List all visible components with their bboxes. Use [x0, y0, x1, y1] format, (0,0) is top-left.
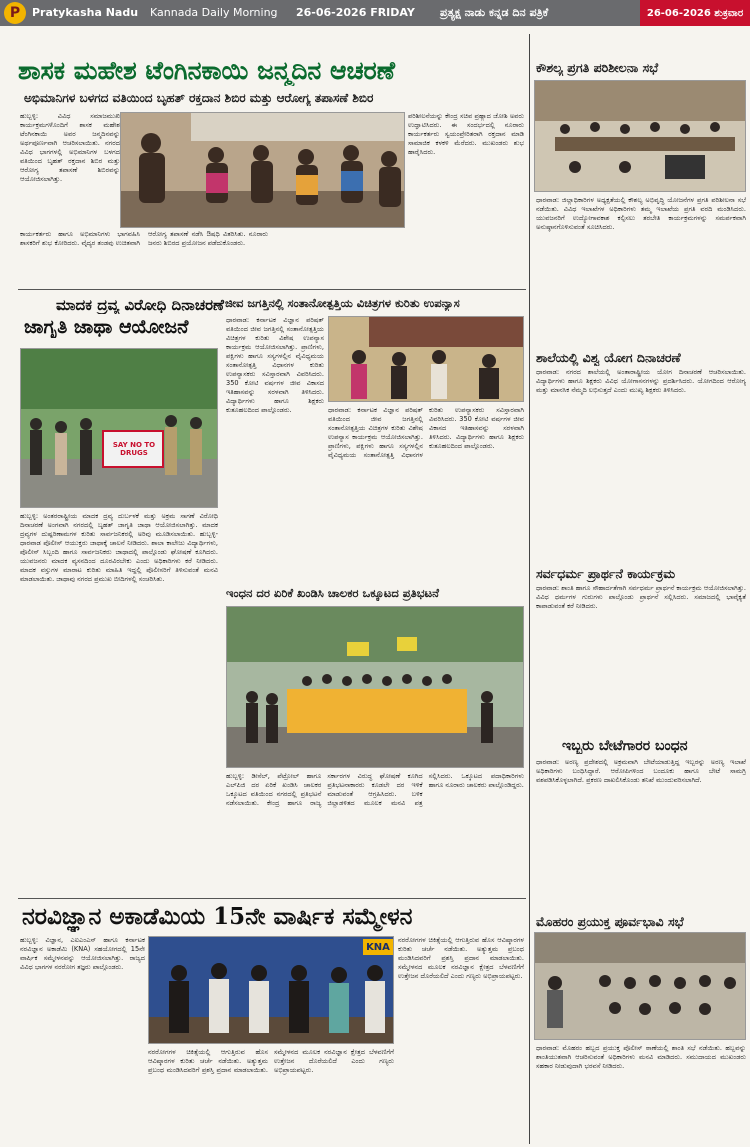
paper-tagline: Kannada Daily Morning	[150, 6, 278, 19]
lead-body-right: ಪರಿಶೀಲನೆಯನ್ನು ಕೇಂದ್ರ ಸಚಿವ ಪ್ರಹ್ಲಾದ ಜೋಶಿ ಅವರು ಉದ್ಘಾಟಿಸಿದರು. ಈ ಸಂದರ್ಭದಲ್ಲಿ ನೂರಾರು ಕಾರ್ಯಕರ್ತರು ಸ್ವಯಂಪ್ರೇರಿತರಾಗಿ ರಕ್ತದಾನ ಮಾಡಿ ಸಾಮಾಜಿಕ ಕಳಕಳಿ ಮೆರೆದರು. ಮುಖಂಡರು ಶುಭ ಹಾರೈಸಿದರು.	[408, 112, 524, 156]
arrest-headline: ಇಬ್ಬರು ಬೇಟೆಗಾರರ ಬಂಧನ	[562, 738, 688, 754]
issue-date-kannada: 26-06-2026 ಶುಕ್ರವಾರ	[640, 0, 750, 26]
drug-rally-photo	[20, 348, 218, 508]
academy-body-left: ಹುಬ್ಬಳ್ಳಿ: ವಿಜ್ಞಾನ, ಎಐಎಂಎಸ್ ಹಾಗೂ ಕರ್ನಾಟಕ ನರವಿಜ್ಞಾನ ಅಕಾಡೆಮಿ (KNA) ಸಹಯೋಗದಲ್ಲಿ 15ನೇ ವಾರ್ಷಿಕ ಸಮ್ಮೇಳನವನ್ನು ಆಯೋಜಿಸಲಾಗಿತ್ತು. ರಾಜ್ಯದ ವಿವಿಧ ಭಾಗಗಳ ನರರೋಗ ತಜ್ಞರು ಪಾಲ್ಗೊಂಡರು.	[20, 936, 145, 971]
prayer-headline: ಸರ್ವಧರ್ಮ ಪ್ರಾರ್ಥನೆ ಕಾರ್ಯಕ್ರಮ	[536, 566, 676, 581]
academy-photo	[148, 936, 394, 1044]
lecture-body-continued: ಧಾರವಾಡ: ಕರ್ನಾಟಕ ವಿಜ್ಞಾನ ಪರಿಷತ್ ವತಿಯಿಂದ ಜೀವ ಜಗತ್ತಿನಲ್ಲಿ ಸಂತಾನೋತ್ಪತ್ತಿಯ ವಿಚಿತ್ರಗಳ ಕುರಿತು ವಿಶೇಷ ಉಪನ್ಯಾಸ ಕಾರ್ಯಕ್ರಮ ಆಯೋಜಿಸಲಾಗಿತ್ತು. ಪ್ರಾಣಿಗಳು, ಪಕ್ಷಿಗಳು ಹಾಗೂ ಸಸ್ಯಗಳಲ್ಲಿನ ವೈವಿಧ್ಯಮಯ ಸಂತಾನೋತ್ಪತ್ತಿ ವಿಧಾನಗಳ ಕುರಿತು ಉಪನ್ಯಾಸಕರು ಸವಿಸ್ತಾರವಾಗಿ ವಿವರಿಸಿದರು. 350 ಕೋಟಿ ವರ್ಷಗಳ ಜೀವ ವಿಕಾಸದ ಇತಿಹಾಸವನ್ನು ಸರಳವಾಗಿ ತಿಳಿಸಿದರು. ವಿದ್ಯಾರ್ಥಿಗಳು ಹಾಗೂ ಶಿಕ್ಷಕರು ಕುತೂಹಲದಿಂದ ಪಾಲ್ಗೊಂಡರು.	[328, 406, 524, 459]
paper-name-kannada: ಪ್ರತ್ಯಕ್ಷ ನಾಡು ಕನ್ನಡ ದಿನ ಪತ್ರಿಕೆ	[440, 6, 549, 19]
lecture-body: ಧಾರವಾಡ: ಕರ್ನಾಟಕ ವಿಜ್ಞಾನ ಪರಿಷತ್ ವತಿಯಿಂದ ಜೀವ ಜಗತ್ತಿನಲ್ಲಿ ಸಂತಾನೋತ್ಪತ್ತಿಯ ವಿಚಿತ್ರಗಳ ಕುರಿತು ವಿಶೇಷ ಉಪನ್ಯಾಸ ಕಾರ್ಯಕ್ರಮ ಆಯೋಜಿಸಲಾಗಿತ್ತು. ಪ್ರಾಣಿಗಳು, ಪಕ್ಷಿಗಳು ಹಾಗೂ ಸಸ್ಯಗಳಲ್ಲಿನ ವೈವಿಧ್ಯಮಯ ಸಂತಾನೋತ್ಪತ್ತಿ ವಿಧಾನಗಳ ಕುರಿತು ಉಪನ್ಯಾಸಕರು ಸವಿಸ್ತಾರವಾಗಿ ವಿವರಿಸಿದರು. 350 ಕೋಟಿ ವರ್ಷಗಳ ಜೀವ ವಿಕಾಸದ ಇತಿಹಾಸವನ್ನು ಸರಳವಾಗಿ ತಿಳಿಸಿದರು. ವಿದ್ಯಾರ್ಥಿಗಳು ಹಾಗೂ ಶಿಕ್ಷಕರು ಕುತೂಹಲದಿಂದ ಪಾಲ್ಗೊಂಡರು.	[226, 316, 324, 414]
protest-body: ಹುಬ್ಬಳ್ಳಿ: ಡೀಸೆಲ್, ಪೆಟ್ರೋಲ್ ಹಾಗೂ ಎಲ್‌ಪಿಜಿ ದರ ಏರಿಕೆ ಖಂಡಿಸಿ ಚಾಲಕರ ಒಕ್ಕೂಟದ ವತಿಯಿಂದ ನಗರದಲ್ಲಿ ಪ್ರತಿಭಟನೆ ನಡೆಸಲಾಯಿತು. ಕೇಂದ್ರ ಹಾಗೂ ರಾಜ್ಯ ಸರ್ಕಾರಗಳ ವಿರುದ್ಧ ಘೋಷಣೆ ಕೂಗಿದ ಪ್ರತಿಭಟನಾಕಾರರು ಕೂಡಲೇ ದರ ಇಳಿಕೆ ಮಾಡುವಂತೆ ಆಗ್ರಹಿಸಿದರು. ಬಳಿಕ ಜಿಲ್ಲಾಡಳಿತದ ಮೂಲಕ ಮನವಿ ಪತ್ರ ಸಲ್ಲಿಸಿದರು. ಒಕ್ಕೂಟದ ಪದಾಧಿಕಾರಿಗಳು ಹಾಗೂ ನೂರಾರು ಚಾಲಕರು ಪಾಲ್ಗೊಂಡಿದ್ದರು.	[226, 772, 524, 807]
drug-headline-line2: ಜಾಗೃತಿ ಜಾಥಾ ಆಯೋಜನೆ	[24, 316, 189, 338]
prayer-body: ಧಾರವಾಡ: ಶಾಂತಿ ಹಾಗೂ ಸೌಹಾರ್ದತೆಗಾಗಿ ಸರ್ವಧರ್ಮ ಪ್ರಾರ್ಥನೆ ಕಾರ್ಯಕ್ರಮ ಆಯೋಜಿಸಲಾಗಿತ್ತು. ವಿವಿಧ ಧರ್ಮಗಳ ಗುರುಗಳು ಪಾಲ್ಗೊಂಡು ಪ್ರಾರ್ಥನೆ ಸಲ್ಲಿಸಿದರು. ಸಮಾಜದಲ್ಲಿ ಭಾವೈಕ್ಯತೆ ಕಾಪಾಡುವಂತೆ ಕರೆ ನೀಡಿದರು.	[536, 584, 746, 610]
section-divider	[18, 289, 526, 290]
lecture-headline: ಜೀವ ಜಗತ್ತಿನಲ್ಲಿ ಸಂತಾನೋತ್ಪತ್ತಿಯ ವಿಚಿತ್ರಗಳ ಕುರಿತು ಉಪನ್ಯಾಸ	[225, 296, 460, 310]
academy-body-right: ನರರೋಗಗಳ ಚಿಕಿತ್ಸೆಯಲ್ಲಿ ಆಗುತ್ತಿರುವ ಹೊಸ ಆವಿಷ್ಕಾರಗಳ ಕುರಿತು ಚರ್ಚೆ ನಡೆಯಿತು. ಅತ್ಯುತ್ತಮ ಪ್ರಬಂಧ ಮಂಡಿಸಿದವರಿಗೆ ಪ್ರಶಸ್ತಿ ಪ್ರದಾನ ಮಾಡಲಾಯಿತು. ಸಮ್ಮೇಳನದ ಮೂಲಕ ನರವಿಜ್ಞಾನ ಕ್ಷೇತ್ರದ ಬೆಳವಣಿಗೆಗೆ ಉತ್ತೇಜನ ದೊರೆಯಲಿದೆ ಎಂದು ಗಣ್ಯರು ಅಭಿಪ್ರಾಯಪಟ್ಟರು.	[398, 936, 524, 980]
meeting-photo	[534, 932, 746, 1040]
drug-body: ಹುಬ್ಬಳ್ಳಿ: ಅಂತರರಾಷ್ಟ್ರೀಯ ಮಾದಕ ದ್ರವ್ಯ ದುರ್ಬಳಕೆ ಮತ್ತು ಅಕ್ರಮ ಸಾಗಣೆ ವಿರೋಧಿ ದಿನಾಚರಣೆ ಅಂಗವಾಗಿ ನಗರದಲ್ಲಿ ಬೃಹತ್ ಜಾಗೃತಿ ಜಾಥಾ ಆಯೋಜಿಸಲಾಗಿತ್ತು. ಮಾದಕ ದ್ರವ್ಯಗಳ ದುಷ್ಪರಿಣಾಮಗಳ ಕುರಿತು ಸಾರ್ವಜನಿಕರಲ್ಲಿ ಅರಿವು ಮೂಡಿಸಲಾಯಿತು. ಹುಬ್ಬಳ್ಳಿ-ಧಾರವಾಡ ಪೊಲೀಸ್ ಆಯುಕ್ತರು ಜಾಥಾಕ್ಕೆ ಚಾಲನೆ ನೀಡಿದರು. ಶಾಲಾ ಕಾಲೇಜು ವಿದ್ಯಾರ್ಥಿಗಳು, ಪೊಲೀಸ್ ಸಿಬ್ಬಂದಿ ಹಾಗೂ ಸಾರ್ವಜನಿಕರು ಜಾಥಾದಲ್ಲಿ ಪಾಲ್ಗೊಂಡು ಘೋಷಣೆ ಕೂಗಿದರು. ಯುವಜನರು ಮಾದಕ ವ್ಯಸನದಿಂದ ದೂರವಿರಬೇಕು ಎಂದು ಅಧಿಕಾರಿಗಳು ಕರೆ ನೀಡಿದರು. ಮಾದಕ ವಸ್ತುಗಳ ಮಾರಾಟ ಕುರಿತು ಮಾಹಿತಿ ಇದ್ದಲ್ಲಿ ಪೊಲೀಸರಿಗೆ ತಿಳಿಸುವಂತೆ ಮನವಿ ಮಾಡಲಾಯಿತು. ಜಾಥಾವು ನಗರದ ಪ್ರಮುಖ ಬೀದಿಗಳಲ್ಲಿ ಸಂಚರಿಸಿತು.	[20, 512, 218, 583]
kna-banner: KNA	[363, 939, 393, 955]
issue-date: 26-06-2026 FRIDAY	[296, 6, 415, 19]
skill-headline: ಕೌಶಲ್ಯ ಪ್ರಗತಿ ಪರಿಶೀಲನಾ ಸಭೆ	[536, 60, 659, 75]
lead-subhead: ಅಭಿಮಾನಿಗಳ ಬಳಗದ ವತಿಯಿಂದ ಬೃಹತ್ ರಕ್ತದಾನ ಶಿಬಿರ ಮತ್ತು ಆರೋಗ್ಯ ತಪಾಸಣೆ ಶಿಬಿರ	[24, 91, 374, 105]
protest-photo	[226, 606, 524, 768]
academy-body-middle: ನರರೋಗಗಳ ಚಿಕಿತ್ಸೆಯಲ್ಲಿ ಆಗುತ್ತಿರುವ ಹೊಸ ಆವಿಷ್ಕಾರಗಳ ಕುರಿತು ಚರ್ಚೆ ನಡೆಯಿತು. ಅತ್ಯುತ್ತಮ ಪ್ರಬಂಧ ಮಂಡಿಸಿದವರಿಗೆ ಪ್ರಶಸ್ತಿ ಪ್ರದಾನ ಮಾಡಲಾಯಿತು. ಸಮ್ಮೇಳನದ ಮೂಲಕ ನರವಿಜ್ಞಾನ ಕ್ಷೇತ್ರದ ಬೆಳವಣಿಗೆಗೆ ಉತ್ತೇಜನ ದೊರೆಯಲಿದೆ ಎಂದು ಗಣ್ಯರು ಅಭಿಪ್ರಾಯಪಟ್ಟರು.	[148, 1048, 394, 1074]
lead-photo-blood-camp	[120, 112, 405, 228]
column-divider	[529, 34, 530, 1144]
skill-meeting-photo	[534, 80, 746, 192]
protest-headline: ಇಂಧನ ದರ ಏರಿಕೆ ಖಂಡಿಸಿ ಚಾಲಕರ ಒಕ್ಕೂಟದ ಪ್ರತಿಭಟನೆ	[226, 586, 439, 600]
newspaper-logo: P	[4, 2, 26, 24]
drug-placard-text: SAY NO TO DRUGS	[112, 441, 156, 457]
yoga-body: ಧಾರವಾಡ: ನಗರದ ಶಾಲೆಯಲ್ಲಿ ಅಂತಾರಾಷ್ಟ್ರೀಯ ಯೋಗ ದಿನಾಚರಣೆ ಆಚರಿಸಲಾಯಿತು. ವಿದ್ಯಾರ್ಥಿಗಳು ಹಾಗೂ ಶಿಕ್ಷಕರು ವಿವಿಧ ಯೋಗಾಸನಗಳನ್ನು ಪ್ರದರ್ಶಿಸಿದರು. ಯೋಗದಿಂದ ಆರೋಗ್ಯ ಮತ್ತು ಮಾನಸಿಕ ನೆಮ್ಮದಿ ಲಭಿಸುತ್ತದೆ ಎಂದು ಮುಖ್ಯ ಶಿಕ್ಷಕರು ತಿಳಿಸಿದರು.	[536, 368, 746, 394]
meeting-body: ಧಾರವಾಡ: ಮೊಹರಂ ಹಬ್ಬದ ಪ್ರಯುಕ್ತ ಪೊಲೀಸ್ ಠಾಣೆಯಲ್ಲಿ ಶಾಂತಿ ಸಭೆ ನಡೆಯಿತು. ಹಬ್ಬವನ್ನು ಶಾಂತಿಯುತವಾಗಿ ಆಚರಿಸುವಂತೆ ಅಧಿಕಾರಿಗಳು ಮನವಿ ಮಾಡಿದರು. ಸಮುದಾಯದ ಮುಖಂಡರು ಸಹಕಾರ ನೀಡುವುದಾಗಿ ಭರವಸೆ ನೀಡಿದರು.	[536, 1044, 746, 1070]
section-divider	[18, 898, 526, 899]
lead-headline: ಶಾಸಕ ಮಹೇಶ ಟೆಂಗಿನಕಾಯಿ ಜನ್ಮದಿನ ಆಚರಣೆ	[18, 56, 395, 85]
lecture-photo	[328, 316, 524, 402]
paper-name: Pratykasha Nadu	[32, 6, 139, 19]
skill-body: ಧಾರವಾಡ: ಜಿಲ್ಲಾಧಿಕಾರಿಗಳ ಅಧ್ಯಕ್ಷತೆಯಲ್ಲಿ ಕೌಶಲ್ಯ ಅಭಿವೃದ್ಧಿ ಯೋಜನೆಗಳ ಪ್ರಗತಿ ಪರಿಶೀಲನಾ ಸಭೆ ನಡೆಯಿತು. ವಿವಿಧ ಇಲಾಖೆಗಳ ಅಧಿಕಾರಿಗಳು ತಮ್ಮ ಇಲಾಖೆಯ ಪ್ರಗತಿ ವರದಿ ಮಂಡಿಸಿದರು. ಯುವಜನರಿಗೆ ಉದ್ಯೋಗಾವಕಾಶ ಕಲ್ಪಿಸಲು ತರಬೇತಿ ಕಾರ್ಯಕ್ರಮಗಳನ್ನು ಸಮರ್ಪಕವಾಗಿ ಅನುಷ್ಠಾನಗೊಳಿಸುವಂತೆ ಸೂಚಿಸಿದರು.	[536, 196, 746, 231]
yoga-headline: ಶಾಲೆಯಲ್ಲಿ ವಿಶ್ವ ಯೋಗ ದಿನಾಚರಣೆ	[536, 350, 681, 365]
arrest-body: ಧಾರವಾಡ: ಅರಣ್ಯ ಪ್ರದೇಶದಲ್ಲಿ ಅಕ್ರಮವಾಗಿ ಬೇಟೆಯಾಡುತ್ತಿದ್ದ ಇಬ್ಬರನ್ನು ಅರಣ್ಯ ಇಲಾಖೆ ಅಧಿಕಾರಿಗಳು ಬಂಧಿಸಿದ್ದಾರೆ. ಆರೋಪಿಗಳಿಂದ ಬಂದೂಕು ಹಾಗೂ ಬೇಟೆ ಸಾಮಗ್ರಿ ವಶಪಡಿಸಿಕೊಳ್ಳಲಾಗಿದೆ. ಪ್ರಕರಣ ದಾಖಲಿಸಿಕೊಂಡು ತನಿಖೆ ಮುಂದುವರಿಸಲಾಗಿದೆ.	[536, 758, 746, 784]
meeting-headline: ಮೊಹರಂ ಪ್ರಯುಕ್ತ ಪೂರ್ವಭಾವಿ ಸಭೆ	[536, 914, 684, 929]
lead-body-left: ಹುಬ್ಬಳ್ಳಿ: ವಿವಿಧ ಸಮಾಜಮುಖಿ ಕಾರ್ಯಕ್ರಮಗಳೊಂದಿಗೆ ಶಾಸಕ ಮಹೇಶ ಟೆಂಗಿನಕಾಯಿ ಅವರ ಜನ್ಮದಿನವನ್ನು ಅರ್ಥಪೂರ್ಣವಾಗಿ ಆಚರಿಸಲಾಯಿತು. ನಗರದ ವಿವಿಧ ಭಾಗಗಳಲ್ಲಿ ಅಭಿಮಾನಿಗಳ ಬಳಗದ ವತಿಯಿಂದ ಬೃಹತ್ ರಕ್ತದಾನ ಶಿಬಿರ ಮತ್ತು ಆರೋಗ್ಯ ತಪಾಸಣೆ ಶಿಬಿರವನ್ನು ಆಯೋಜಿಸಲಾಗಿತ್ತು.	[20, 112, 120, 183]
masthead	[0, 0, 750, 26]
drug-headline-line1: ಮಾದಕ ದ್ರವ್ಯ ವಿರೋಧಿ ದಿನಾಚರಣೆ	[56, 296, 224, 314]
academy-headline: ನರವಿಜ್ಞಾನ ಅಕಾಡೆಮಿಯ 15ನೇ ವಾರ್ಷಿಕ ಸಮ್ಮೇಳನ	[22, 903, 413, 930]
lead-body-bottom: ಕಾರ್ಯಕರ್ತರು ಹಾಗೂ ಅಭಿಮಾನಿಗಳು ಭಾಗವಹಿಸಿ ಶಾಸಕರಿಗೆ ಶುಭ ಕೋರಿದರು. ವೈದ್ಯರ ತಂಡವು ಉಚಿತವಾಗಿ ಆರೋಗ್ಯ ತಪಾಸಣೆ ನಡೆಸಿ ಔಷಧಿ ವಿತರಿಸಿತು. ನೂರಾರು ಜನರು ಶಿಬಿರದ ಪ್ರಯೋಜನ ಪಡೆದುಕೊಂಡರು.	[20, 230, 268, 247]
